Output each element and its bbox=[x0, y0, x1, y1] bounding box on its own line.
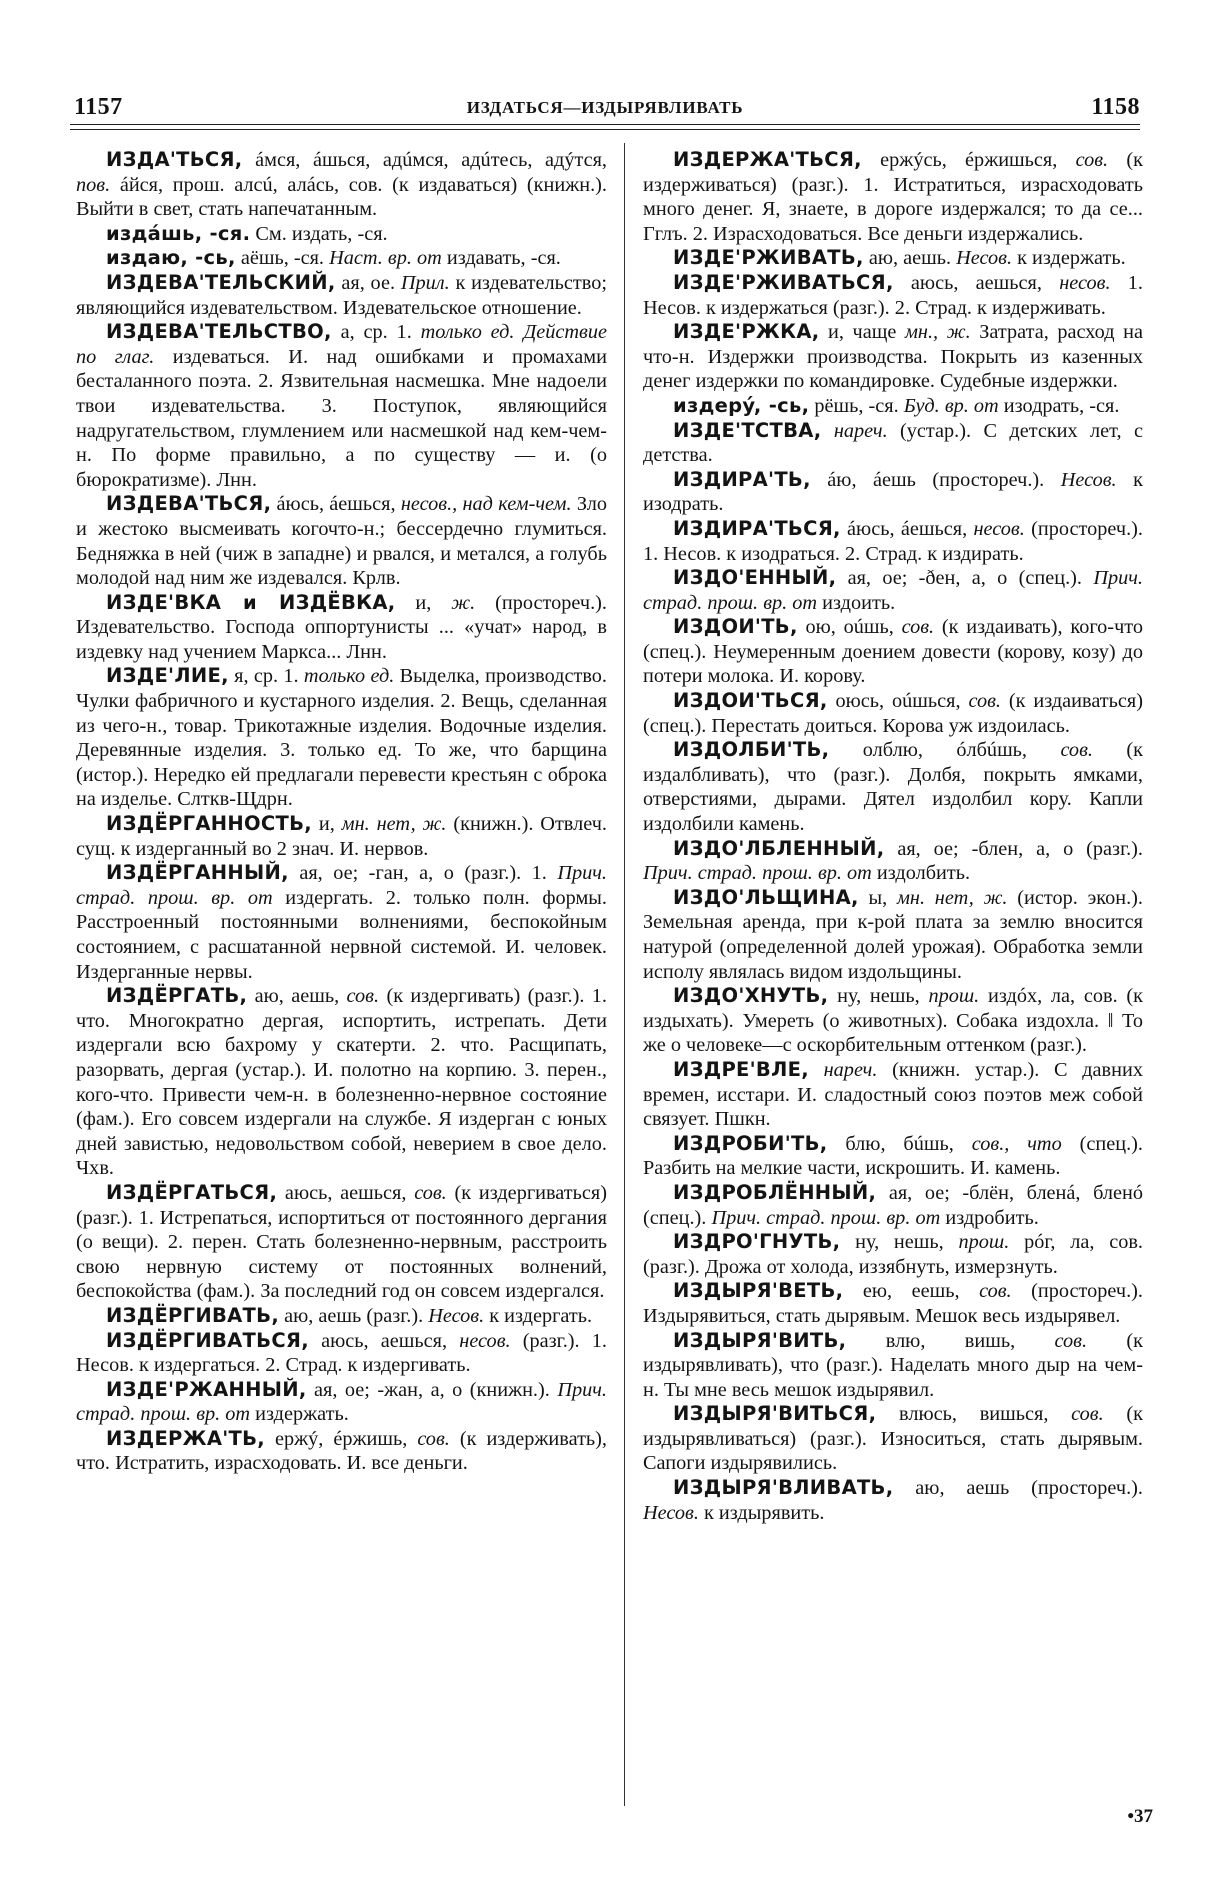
dictionary-entry bbox=[76, 1427, 607, 1476]
dictionary-entry bbox=[76, 492, 607, 590]
entry-label: сов. bbox=[346, 985, 380, 1008]
entry-label: Прич. страд. прош. вр. от bbox=[76, 862, 607, 909]
entry-definition: рóг, ла, сов. (разг.). Дрожа от холода, иззябнуть, измерзнуть. bbox=[643, 1231, 1143, 1278]
entry-grammar: аюсь, аешься, bbox=[277, 1181, 415, 1204]
entry-definition: (устар.). С детских лет, с детства. bbox=[643, 419, 1143, 467]
dictionary-entry bbox=[76, 271, 607, 320]
entry-grammar bbox=[821, 420, 833, 442]
entry-headword: ИЗДОИ'ТЬСЯ, bbox=[673, 689, 828, 713]
entry-label: несов. bbox=[459, 1329, 511, 1352]
entry-grammar: ы, bbox=[858, 886, 897, 909]
entry-definition: издеваться. И. над ошибками и промахами бесталанного поэта. 2. Язвительная насмешка. Мне надоели твои издевательства. 3. Поступок, являющийся надругательством, глумлением или насмешкой над кем-чем-н. По форме правильно, а по существу — и. (о бюрократизме). Лнн. bbox=[76, 345, 607, 491]
entry-headword: ИЗДЫРЯ'ВЛИВАТЬ, bbox=[673, 1476, 894, 1500]
entry-grammar bbox=[809, 1059, 824, 1081]
column-divider bbox=[624, 143, 625, 1806]
dictionary-entry bbox=[643, 1279, 1143, 1328]
dictionary-entry bbox=[643, 1058, 1143, 1132]
dictionary-entry bbox=[76, 1378, 607, 1427]
entry-definition: (разг.). 1. Несов. к издергаться. 2. Страд. к издергивать. bbox=[76, 1329, 607, 1377]
entry-headword: ИЗДЁРГИВАТЬ, bbox=[106, 1303, 280, 1327]
entry-label: мн. нет, ж. bbox=[341, 813, 447, 836]
dictionary-entry bbox=[76, 246, 607, 271]
left-column bbox=[76, 148, 607, 1868]
entry-label: сов., что bbox=[971, 1132, 1062, 1155]
entry-definition: (спец.). Разбить на мелкие части, искрошить. И. камень. bbox=[643, 1132, 1143, 1180]
dictionary-entry bbox=[643, 320, 1143, 394]
dictionary-entry bbox=[76, 812, 607, 861]
entry-headword: ИЗДЕ'ВКА и ИЗДЁВКА, bbox=[106, 590, 396, 614]
entry-grammar: áмся, áшься, адúмся, адúтесь, адýтся, bbox=[242, 149, 607, 171]
entry-headword: ИЗДРЕ'ВЛЕ, bbox=[673, 1057, 809, 1081]
entry-label: прош. bbox=[958, 1231, 1010, 1254]
entry-grammar: я, ср. 1. bbox=[228, 665, 304, 688]
entry-label: сов. bbox=[414, 1181, 447, 1204]
dictionary-entry bbox=[76, 1329, 607, 1378]
entry-headword: издáшь, -ся. bbox=[106, 221, 251, 245]
entry-headword: ИЗДЕ'РЖАННЫЙ, bbox=[106, 1377, 307, 1401]
left-page-number: 1157 bbox=[74, 94, 123, 120]
entry-grammar: ею, еешь, bbox=[843, 1280, 980, 1303]
entry-grammar: ну, нешь, bbox=[828, 985, 929, 1008]
entry-grammar: аю, аешь. bbox=[863, 247, 957, 270]
entry-grammar: ну, нешь, bbox=[840, 1231, 959, 1254]
entry-grammar: олблю, óлбúшь, bbox=[829, 739, 1061, 762]
dictionary-entry bbox=[643, 738, 1143, 836]
dictionary-entry bbox=[643, 837, 1143, 886]
entry-headword: ИЗДО'ЕННЫЙ, bbox=[673, 566, 837, 590]
dictionary-entry bbox=[643, 1181, 1143, 1230]
entry-label: сов. bbox=[417, 1427, 450, 1450]
entry-grammar: ая, ое. bbox=[335, 271, 401, 294]
entry-headword: ИЗДЕ'РЖИВАТЬСЯ, bbox=[673, 270, 894, 294]
entry-headword: ИЗДЫРЯ'ВИТЬСЯ, bbox=[673, 1402, 877, 1426]
entry-headword: ИЗДЫРЯ'ВЕТЬ, bbox=[673, 1279, 844, 1303]
entry-definition: к издырявить. bbox=[698, 1501, 825, 1524]
entry-label: пов. bbox=[76, 173, 111, 196]
entry-definition: (к издергиваться) (разг.). 1. Истрепаться, испортиться от постоянного дергания (о вещи). 2. перен. Стать болезненно-нервным, расстроить свою нервную систему от постоянных волнений, беспокойства (фам.). За последний год он совсем издергался. bbox=[76, 1181, 607, 1303]
dictionary-entry bbox=[643, 886, 1143, 984]
entry-label: ж. bbox=[451, 591, 476, 614]
entry-grammar: аю, аешь, bbox=[247, 985, 347, 1008]
running-head: ИЗДАТЬСЯ—ИЗДЫРЯВЛИВАТЬ bbox=[466, 98, 744, 117]
entry-label: Буд. вр. от bbox=[903, 394, 999, 417]
entry-grammar: ою, оúшь, bbox=[797, 616, 902, 639]
entry-headword: ИЗДА'ТЬСЯ, bbox=[106, 148, 243, 171]
dictionary-entry bbox=[76, 320, 607, 492]
entry-label: сов. bbox=[1060, 739, 1093, 762]
entry-grammar: ая, ое; -блен, а, о (разг.). bbox=[884, 837, 1143, 860]
entry-label: сов. bbox=[1071, 1403, 1104, 1426]
entry-definition: (к издырявливать), что (разг.). Наделать много дыр на чем-н. Ты мне весь мешок издырявил. bbox=[643, 1329, 1143, 1401]
entry-label: несов. bbox=[973, 517, 1025, 540]
entry-grammar: ержý, éржишь, bbox=[264, 1427, 418, 1450]
entry-definition: издержать. bbox=[250, 1403, 349, 1426]
entry-definition: (к издаивать), кого-что (спец.). Неумеренным доением довести (корову, козу) до потери молока. И. корову. bbox=[643, 616, 1143, 688]
entry-label: Прич. страд. прош. вр. от bbox=[643, 567, 1143, 614]
entry-grammar: а, ср. 1. bbox=[331, 321, 421, 344]
entry-label: нареч. bbox=[833, 419, 888, 442]
entry-label: сов. bbox=[1075, 149, 1109, 171]
entry-definition: к издергать. bbox=[484, 1304, 593, 1327]
entry-grammar: оюсь, оúшься, bbox=[827, 690, 969, 713]
entry-grammar: áю, áешь (простореч.). bbox=[810, 468, 1061, 491]
entry-definition: (книжн.). Отвлеч. сущ. к издерганный во 2 знач. И. нервов. bbox=[76, 813, 607, 860]
dictionary-entry bbox=[643, 468, 1143, 517]
entry-headword: ИЗДЕВА'ТЬСЯ, bbox=[106, 492, 272, 516]
entry-headword: ИЗДО'ЛЬЩИНА, bbox=[673, 885, 859, 909]
entry-definition: издóх, ла, сов. (к издыхать). Умереть (о животных). Собака издохла. ‖ То же о человеке—с оскорбительным оттенком (разг.). bbox=[643, 985, 1143, 1057]
entry-grammar: ая, ое; -блён, бленá, бленó (спец.). bbox=[643, 1181, 1143, 1229]
entry-headword: ИЗДЁРГИВАТЬСЯ, bbox=[106, 1328, 309, 1352]
entry-grammar: и, bbox=[311, 813, 342, 836]
entry-headword: издерý, -сь, bbox=[673, 393, 810, 417]
entry-label: Прич. страд. прош. вр. от bbox=[643, 862, 872, 885]
right-page-number: 1158 bbox=[1091, 94, 1140, 120]
entry-headword: ИЗДЕРЖА'ТЬ, bbox=[106, 1426, 265, 1450]
entry-headword: ИЗДЁРГАТЬ, bbox=[106, 984, 248, 1008]
entry-label: Несов. bbox=[1060, 468, 1117, 491]
dictionary-entry bbox=[643, 615, 1143, 689]
entry-grammar: влю, вишь, bbox=[846, 1329, 1055, 1352]
entry-headword: ИЗДЕРЖА'ТЬСЯ, bbox=[673, 148, 862, 171]
entry-label: Несов. bbox=[643, 1501, 699, 1524]
entry-definition: (к издерживать), что. Истратить, израсходовать. И. все деньги. bbox=[76, 1427, 607, 1475]
entry-headword: ИЗДЕ'ТСТВА, bbox=[673, 418, 822, 442]
header-rule-top bbox=[70, 124, 1140, 125]
entry-label: прош. bbox=[928, 985, 980, 1008]
entry-headword: ИЗДОИ'ТЬ, bbox=[673, 615, 798, 639]
entry-headword: ИЗДЕВА'ТЕЛЬСТВО, bbox=[106, 320, 332, 344]
entry-label: сов. bbox=[901, 616, 935, 639]
page-header bbox=[70, 94, 1140, 124]
entry-grammar: ая, ое; -жан, а, о (книжн.). bbox=[306, 1378, 558, 1401]
entry-label: сов. bbox=[1054, 1329, 1088, 1352]
entry-definition: изодрать, -ся. bbox=[998, 394, 1120, 417]
entry-label: только ед. bbox=[303, 665, 395, 688]
entry-label: Прич. страд. прош. вр. от bbox=[711, 1206, 941, 1229]
entry-headword: ИЗДО'ХНУТЬ, bbox=[673, 984, 829, 1008]
entry-label: Прил. bbox=[400, 271, 450, 294]
entry-definition: издавать, -ся. bbox=[441, 247, 561, 270]
dictionary-entry bbox=[643, 1230, 1143, 1279]
entry-headword: ИЗДЫРЯ'ВИТЬ, bbox=[673, 1328, 847, 1352]
entry-grammar: и, чаще bbox=[819, 321, 905, 344]
entry-definition: (истор. экон.). Земельная аренда, при к-рой плата за землю вносится натурой (определенной долей урожая). Обработка земли исполу являлась видом издольщины. bbox=[643, 886, 1143, 983]
entry-definition: (книжн. устар.). С давних времен, исстари. И. сладостный союз поэтов меж собой связует. Пшкн. bbox=[643, 1058, 1143, 1131]
entry-grammar: аюсь, аешься, bbox=[308, 1329, 460, 1352]
dictionary-entry bbox=[643, 1402, 1143, 1476]
dictionary-entry bbox=[76, 1181, 607, 1304]
dictionary-entry bbox=[643, 1476, 1143, 1525]
entry-definition: (к издырявливаться) (разг.). Износиться, стать дырявым. Сапоги издырявились. bbox=[643, 1403, 1143, 1475]
entry-grammar: аю, аешь (разг.). bbox=[279, 1304, 429, 1327]
dictionary-entry bbox=[76, 861, 607, 984]
entry-grammar: ержýсь, éржишься, bbox=[861, 149, 1076, 171]
entry-headword: ИЗДРО'ГНУТЬ, bbox=[673, 1230, 841, 1254]
entry-headword: ИЗДЁРГАТЬСЯ, bbox=[106, 1180, 278, 1204]
entry-definition: Выделка, производство. Чулки фабричного и кустарного изделия. 2. Вещь, сделанная из чего-н., товар. Трикотажные изделия. Водочные изделия. Деревянные изделия. 3. только ед. То же, что барщина (истор.). Нередко ей предлагали перевести крестьян с оброка на изделье. Слткв-Щдрн. bbox=[76, 665, 607, 811]
dictionary-entry bbox=[643, 689, 1143, 738]
entry-headword: издаю, -сь, bbox=[106, 246, 236, 270]
dictionary-entry bbox=[76, 1304, 607, 1329]
entry-headword: ИЗДРОБИ'ТЬ, bbox=[673, 1131, 828, 1155]
entry-grammar: аюсь, аешься, bbox=[893, 271, 1060, 294]
entry-grammar: áюсь, áешься, bbox=[271, 493, 401, 516]
entry-grammar: рёшь, -ся. bbox=[809, 394, 904, 417]
dictionary-entry bbox=[643, 246, 1143, 271]
entry-grammar: влюсь, вишься, bbox=[876, 1403, 1072, 1426]
entry-label: нареч. bbox=[823, 1058, 878, 1081]
dictionary-entry bbox=[76, 664, 607, 812]
dictionary-entry bbox=[643, 517, 1143, 566]
entry-headword: ИЗДО'ЛБЛЕННЫЙ, bbox=[673, 836, 885, 860]
entry-definition: (к издаиваться) (спец.). Перестать доиться. Корова уж издоилась. bbox=[643, 690, 1143, 737]
entry-label: только ед. Действие по глаг. bbox=[76, 321, 607, 368]
entry-definition: к издевательство; являющийся издевательством. Издевательское отношение. bbox=[76, 271, 607, 319]
entry-headword: ИЗДОЛБИ'ТЬ, bbox=[673, 738, 830, 762]
dictionary-entry bbox=[643, 419, 1143, 468]
entry-headword: ИЗДЁРГАННЫЙ, bbox=[106, 861, 289, 885]
right-column bbox=[643, 148, 1143, 1868]
entry-definition: 1. Несов. к издержаться (разг.). 2. Страд. к издерживать. bbox=[643, 271, 1143, 319]
dictionary-entry bbox=[76, 148, 607, 222]
entry-definition: Зло и жестоко высмеивать когочто-н.; бессердечно глумиться. Бедняжка в ней (чиж в западне) и рвался, и метался, а голубь молодой над ним же издевался. Крлв. bbox=[76, 493, 607, 590]
entry-definition: áйся, прош. алсú, алáсь, сов. (к издаваться) (книжн.). Выйти в свет, стать напечатанным. bbox=[76, 173, 607, 221]
entry-headword: ИЗДИРА'ТЬ, bbox=[673, 467, 811, 491]
entry-definition: Затрата, расход на что-н. Издержки производства. Покрыть из казенных денег издержки по командировке. Судебные издержки. bbox=[643, 321, 1143, 393]
entry-grammar: блю, бúшь, bbox=[827, 1132, 972, 1155]
entry-label: Несов. bbox=[428, 1304, 485, 1327]
signature-mark: •37 bbox=[1127, 1806, 1153, 1827]
dictionary-entry bbox=[643, 566, 1143, 615]
entry-label: несов. bbox=[1059, 271, 1111, 294]
dictionary-entry bbox=[643, 271, 1143, 320]
entry-definition: к изодрать. bbox=[643, 468, 1143, 516]
dictionary-entry bbox=[76, 984, 607, 1181]
entry-headword: ИЗДЁРГАННОСТЬ, bbox=[106, 812, 312, 836]
entry-definition: издолбить. bbox=[871, 862, 971, 885]
entry-grammar: ая, ое; -ðен, а, о (спец.). bbox=[836, 567, 1094, 590]
entry-grammar: аю, аешь (простореч.). bbox=[893, 1477, 1143, 1500]
entry-definition: (простореч.). Издырявиться, стать дырявым. Мешок весь издырявел. bbox=[643, 1280, 1143, 1327]
entry-label: Наст. вр. от bbox=[329, 247, 442, 270]
entry-headword: ИЗДЕ'РЖКА, bbox=[673, 320, 820, 344]
dictionary-entry bbox=[76, 222, 607, 247]
entry-headword: ИЗДИРА'ТЬСЯ, bbox=[673, 516, 841, 540]
entry-label: мн., ж. bbox=[904, 321, 971, 344]
entry-headword: ИЗДЕВА'ТЕЛЬСКИЙ, bbox=[106, 270, 336, 294]
entry-label: сов. bbox=[968, 690, 1001, 713]
dictionary-entry bbox=[643, 1329, 1143, 1403]
dictionary-entry bbox=[76, 591, 607, 665]
entry-label: мн. нет, ж. bbox=[896, 886, 1008, 909]
entry-headword: ИЗДРОБЛЁННЫЙ, bbox=[673, 1180, 877, 1204]
entry-definition: издергать. 2. только полн. формы. Расстроенный постоянными волнениями, беспокойным состоянием, с расшатанной нервной системой. И. человек. Издерганные нервы. bbox=[76, 886, 607, 983]
dictionary-entry bbox=[643, 148, 1143, 246]
entry-label: несов., над кем-чем. bbox=[400, 493, 572, 516]
entry-definition: (простореч.). Издевательство. Господа оппортунисты ... «учат» народ, в издевку над учением Маркса... Лнн. bbox=[76, 591, 607, 663]
dictionary-entry bbox=[643, 984, 1143, 1058]
entry-label: Несов. bbox=[956, 247, 1013, 270]
dictionary-entry bbox=[643, 394, 1143, 419]
entry-grammar: См. издать, -ся. bbox=[250, 222, 388, 245]
entry-definition: (к издалбливать), что (разг.). Долбя, покрыть ямками, отверстиями, дырами. Дятел издолбил кору. Капли издолбили камень. bbox=[643, 739, 1143, 836]
entry-headword: ИЗДЕ'ЛИЕ, bbox=[106, 664, 229, 688]
entry-definition: (к издергивать) (разг.). 1. что. Многократно дергая, испортить, истрепать. Дети издергали всю бахрому у скатерти. 2. что. Расщипать, разорвать, дергая (устар.). И. полотно на корпию. 3. перен., кого-что. Привести чем-н. в болезненно-нервное состояние (фам.). Его совсем издергали на службе. Я издерган с юных дней завистью, недовольством собой, неверием в свое дело. Чхв. bbox=[76, 985, 607, 1180]
entry-definition: к издержать. bbox=[1012, 247, 1126, 270]
entry-grammar: ая, ое; -ган, а, о (разг.). 1. bbox=[288, 862, 558, 885]
entry-definition: издробить. bbox=[940, 1206, 1039, 1229]
entry-definition: (простореч.). 1. Несов. к изодраться. 2. Страд. к издирать. bbox=[643, 517, 1143, 565]
header-rule-bottom bbox=[70, 129, 1140, 130]
entry-grammar: áюсь, áешься, bbox=[840, 517, 974, 540]
entry-label: Прич. страд. прош. вр. от bbox=[76, 1378, 607, 1426]
dictionary-entry bbox=[643, 1132, 1143, 1181]
entry-definition: (к издерживаться) (разг.). 1. Истратиться, израсходовать много денег. Я, знаете, в дороге издержался; то да се... Гглъ. 2. Израсходоваться. Все деньги издержались. bbox=[643, 149, 1143, 245]
entry-grammar: аёшь, -ся. bbox=[235, 247, 330, 270]
entry-headword: ИЗДЕ'РЖИВАТЬ, bbox=[673, 246, 864, 270]
entry-definition: издоить. bbox=[817, 591, 896, 614]
entry-grammar: и, bbox=[395, 591, 452, 614]
entry-label: сов. bbox=[979, 1280, 1012, 1303]
